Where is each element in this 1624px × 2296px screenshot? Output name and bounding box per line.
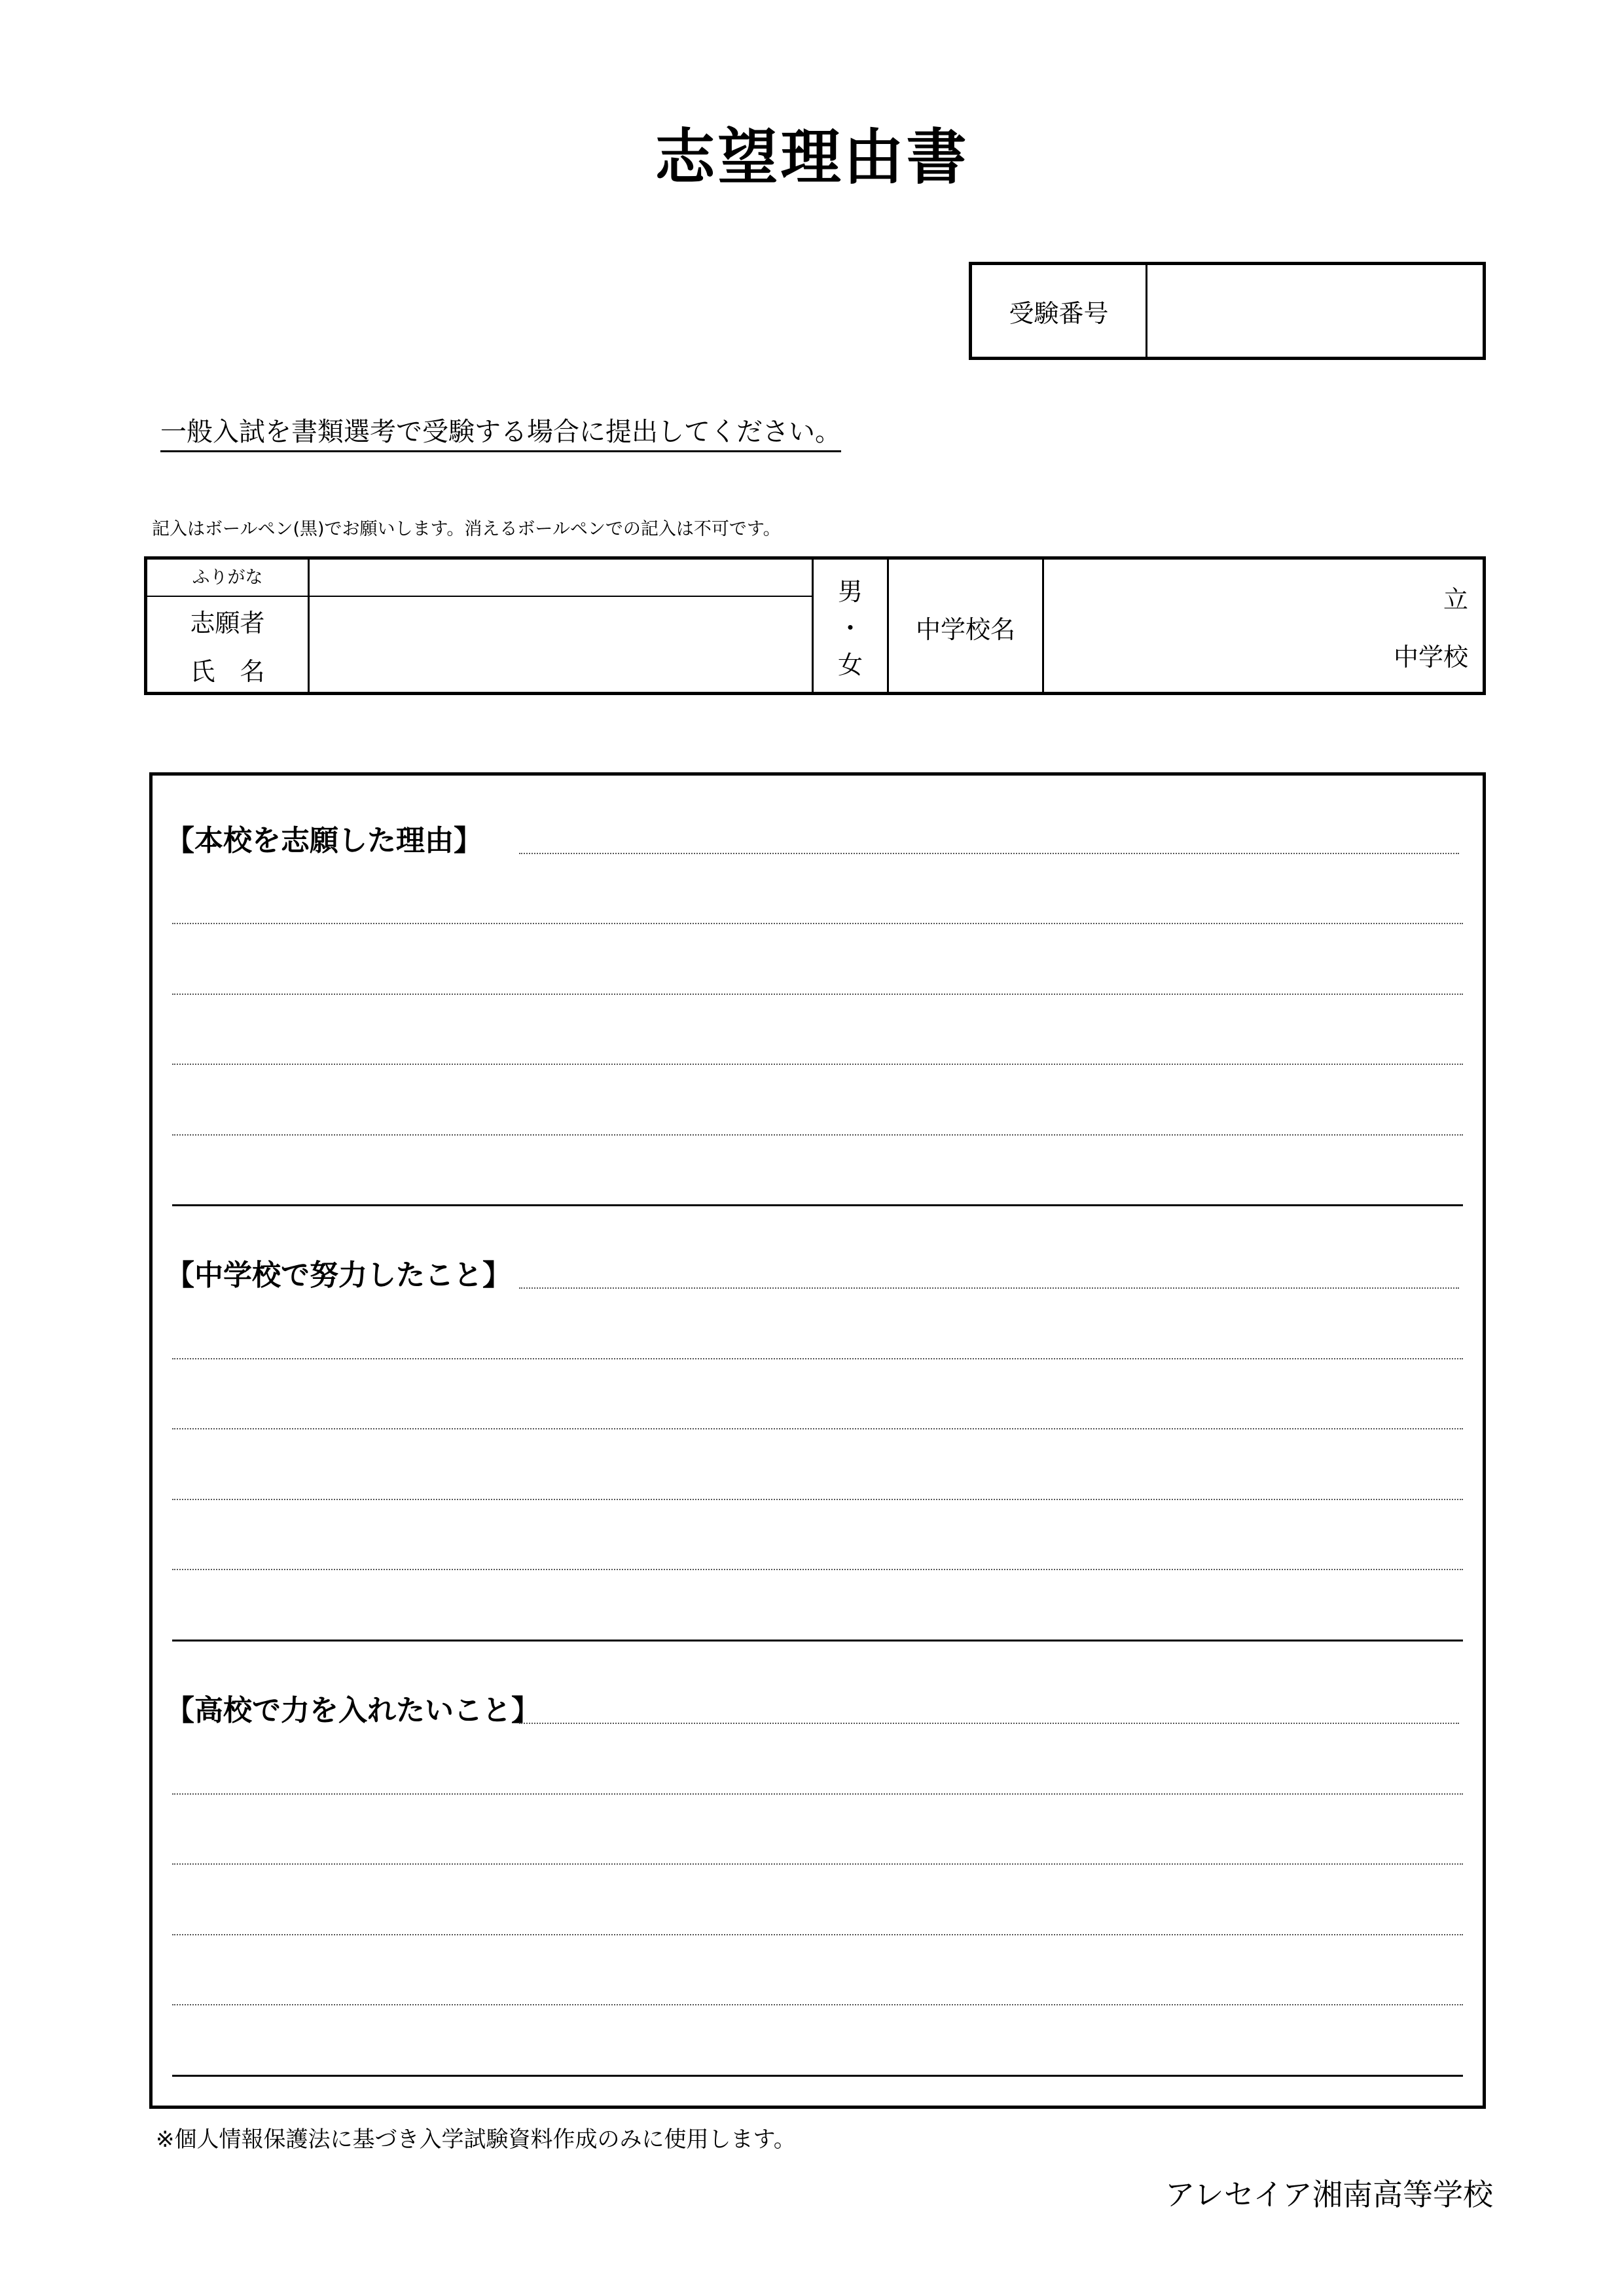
writing-line[interactable] xyxy=(172,1499,1463,1500)
writing-line[interactable] xyxy=(172,1863,1463,1865)
writing-line[interactable] xyxy=(172,1934,1463,1935)
gender-male[interactable]: 男 xyxy=(837,577,863,606)
gender-female[interactable]: 女 xyxy=(837,651,863,679)
writing-line[interactable] xyxy=(172,1358,1463,1359)
school-name: アレセイア湘南高等学校 xyxy=(1164,2177,1493,2212)
section-title-goals: 【高校で力を入れたいこと】 xyxy=(166,1694,540,1727)
submission-notice: 一般入試を書類選考で受験する場合に提出してください。 xyxy=(160,419,841,452)
writing-line[interactable] xyxy=(172,2004,1463,2005)
section-divider xyxy=(172,2075,1463,2077)
writing-line[interactable] xyxy=(172,994,1463,995)
writing-line[interactable] xyxy=(172,1064,1463,1065)
junior-high-suffix: 中学校 xyxy=(1393,643,1468,672)
exam-number-box xyxy=(969,262,1486,360)
writing-line[interactable] xyxy=(172,1134,1463,1136)
furigana-field[interactable] xyxy=(310,560,810,596)
pen-instruction: 記入はボールペン(黒)でお願いします。消えるボールペンでの記入は不可です。 xyxy=(152,519,781,539)
page-title: 志望理由書 xyxy=(655,122,969,192)
applicant-label: 志願者 xyxy=(190,609,265,637)
section-divider xyxy=(172,1204,1463,1206)
name-label: 氏 名 xyxy=(190,657,265,686)
section-divider xyxy=(172,1640,1463,1641)
furigana-label: ふりがな xyxy=(192,567,263,588)
exam-number-field[interactable] xyxy=(1147,265,1483,357)
name-field[interactable] xyxy=(310,598,810,692)
writing-line[interactable] xyxy=(519,1723,1459,1724)
writing-line[interactable] xyxy=(172,1793,1463,1795)
writing-line[interactable] xyxy=(172,1569,1463,1570)
divider xyxy=(147,596,812,597)
section-title-reason: 【本校を志願した理由】 xyxy=(166,824,482,857)
statement-box xyxy=(149,772,1486,2109)
writing-line[interactable] xyxy=(519,1287,1459,1289)
section-title-effort: 【中学校で努力したこと】 xyxy=(166,1259,511,1292)
writing-line[interactable] xyxy=(172,923,1463,924)
gender-separator: ・ xyxy=(837,614,863,643)
privacy-footnote: ※個人情報保護法に基づき入学試験資料作成のみに使用します。 xyxy=(156,2126,796,2153)
school-type-suffix: 立 xyxy=(1443,585,1468,614)
school-name-field[interactable] xyxy=(1044,560,1483,692)
writing-line[interactable] xyxy=(519,853,1459,854)
applicant-info-table xyxy=(144,556,1486,695)
school-name-label: 中学校名 xyxy=(915,615,1015,644)
exam-number-label: 受験番号 xyxy=(972,265,1147,357)
writing-line[interactable] xyxy=(172,1428,1463,1429)
